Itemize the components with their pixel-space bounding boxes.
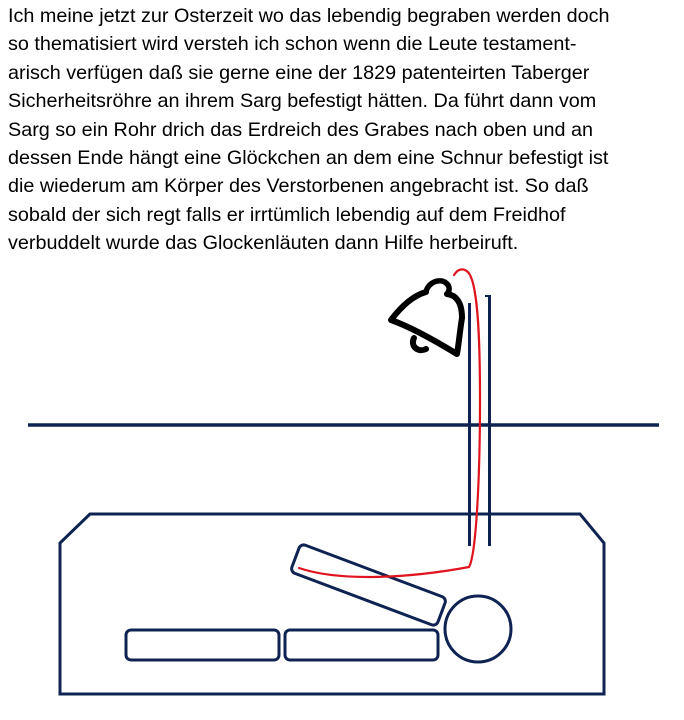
body-arm [290,544,447,627]
body-legs-upper [285,630,438,660]
body-head [445,596,511,662]
story-line: so thematisiert wird versteh ich schon wenn die Leute testament- [8,33,577,56]
bell-cord [299,269,480,577]
bell-icon [391,281,462,354]
story-line: sobald der sich regt falls er irrtümlich lebendig auf dem Freidhof [8,203,566,226]
story-line: Ich meine jetzt zur Osterzeit wo das lebendig begraben werden doch [8,5,610,27]
story-line: Sarg so ein Rohr drich das Erdreich des Grabes nach oben und an [8,118,593,141]
story-line: dessen Ende hängt eine Glöckchen an dem eine Schnur befestigt ist [8,147,609,170]
body-legs-lower [126,630,279,660]
bell-body [391,292,462,354]
story-line: Sicherheitsröhre an ihrem Sarg befestigt hätten. Da führt dann vom [8,90,597,113]
story-line: arisch verfügen daß sie gerne eine der 1829 patenteirten Taberger [8,61,590,84]
coffin-outline [60,514,604,694]
story-line: verbuddelt wurde das Glockenläuten dann Hilfe herbeiruft. [8,232,519,255]
bell-clapper [413,338,426,350]
story-line: die wiederum am Körper des Verstorbenen angebracht ist. So daß [8,175,589,198]
